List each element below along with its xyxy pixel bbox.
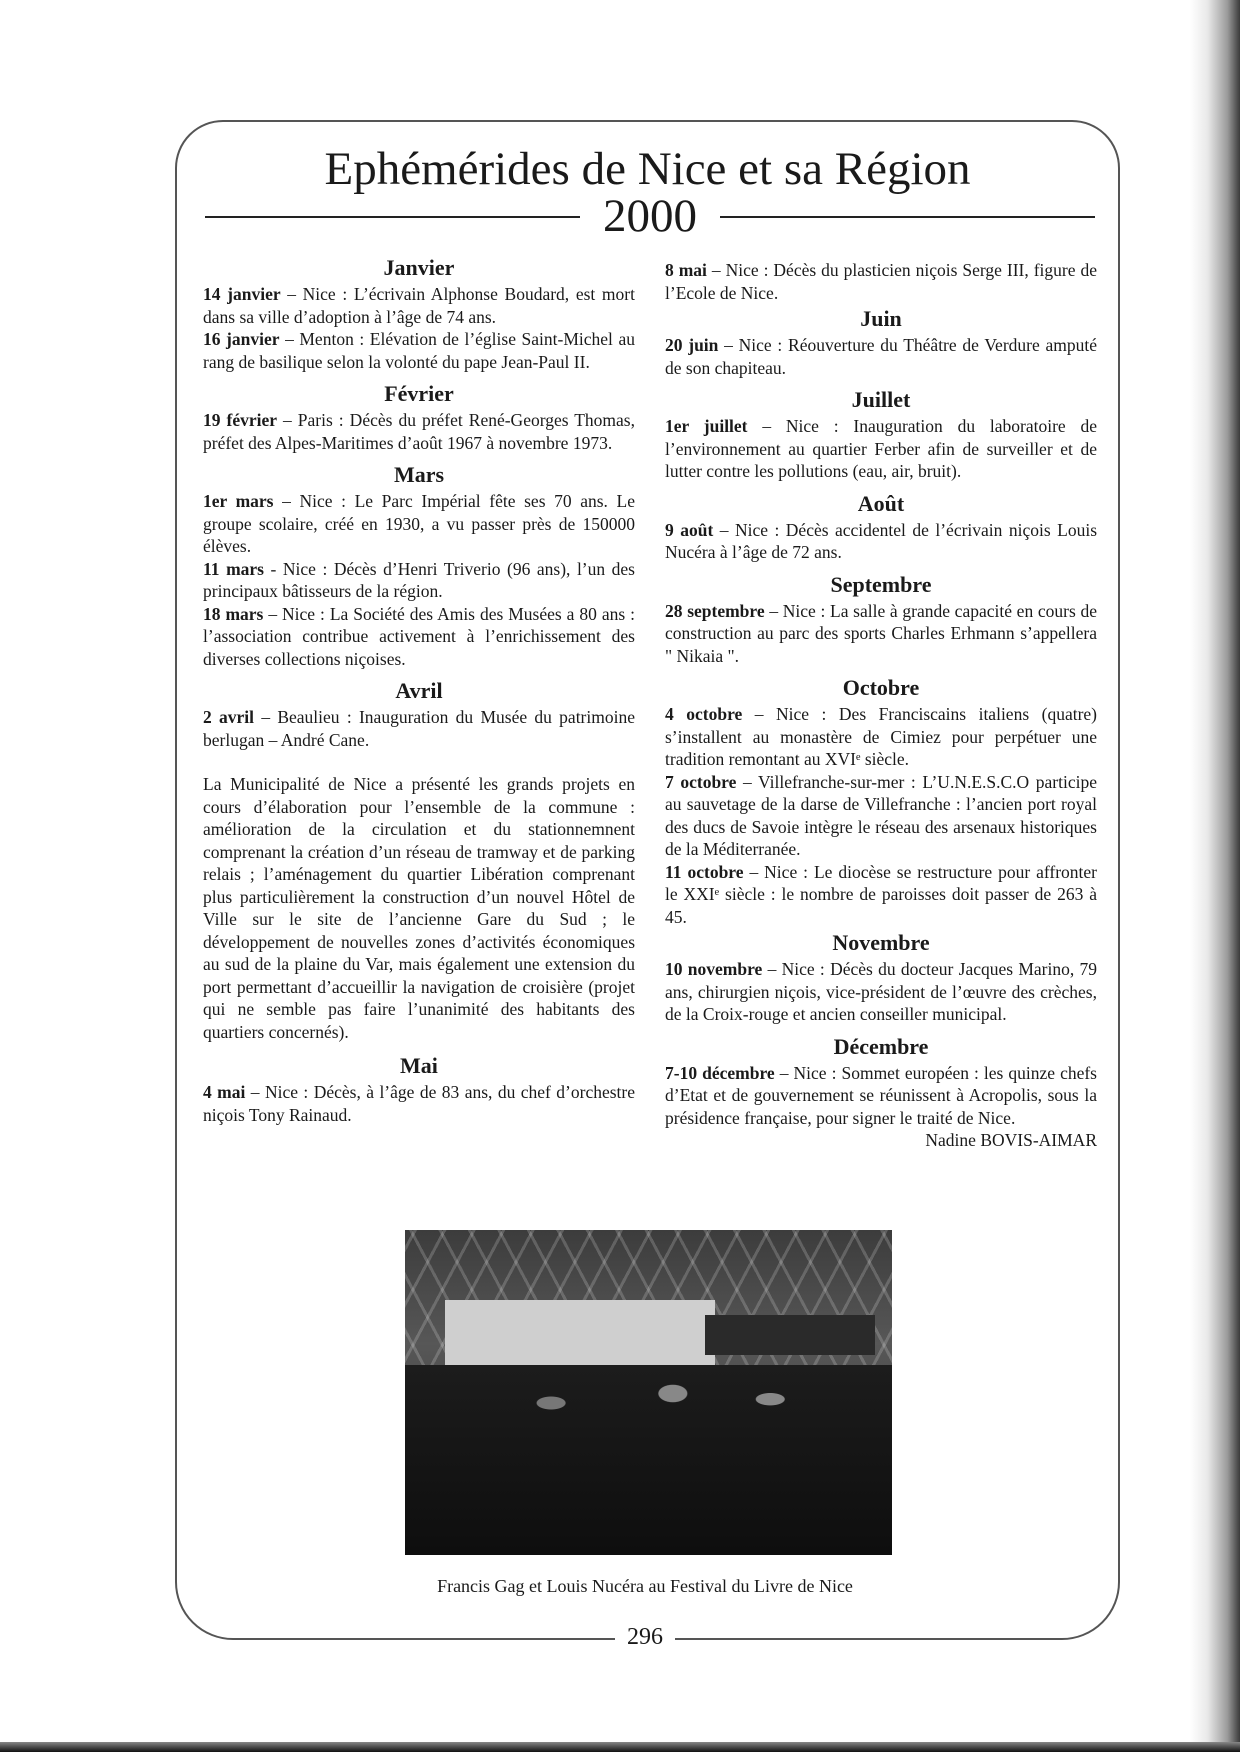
entry-text: – Nice : Décès du plasticien niçois Serge III, figure de l’Ecole de Nice. bbox=[665, 260, 1097, 303]
month-heading: Avril bbox=[395, 678, 443, 703]
entry-text: – Nice : Décès, à l’âge de 83 ans, du chef d’orchestre niçois Tony Rainaud. bbox=[203, 1082, 635, 1125]
entry-text: – Beaulieu : Inauguration du Musée du patrimoine berlugan – André Cane. bbox=[203, 707, 635, 750]
month-heading: Juin bbox=[860, 306, 902, 331]
chronicle-entry bbox=[665, 771, 1097, 861]
month-heading: Septembre bbox=[830, 571, 932, 597]
entry-text: – Nice : Réouverture du Théâtre de Verdure amputé de son chapiteau. bbox=[665, 335, 1097, 378]
month-heading: Mai bbox=[400, 1053, 438, 1078]
entry-text: - Nice : Décès d’Henri Triverio (96 ans), l’un des principaux bâtisseurs de la région. bbox=[203, 558, 635, 601]
entry-text: – Menton : Elévation de l’église Saint-Michel au rang de basilique selon la volonté du pape Jean-Paul II. bbox=[203, 329, 635, 372]
entry-text: – Villefranche-sur-mer : L’U.N.E.S.C.O participe au sauvetage de la darse de Villefranche : l’ancien port royal des ducs de Savoie intègre le réseau des arsenaux historiques de la Méditerranée. bbox=[665, 771, 1098, 859]
entry-text: – Nice : La salle à grande capacité en cours de construction au parc des sports Charles Erhmann s’appellera " Nikaia ". bbox=[665, 600, 1097, 666]
entry-text: – Nice : Des Franciscains italiens (quatre) s’installent au monastère de Cimiez pour perpétuer une tradition remontant au XVIᵉ siècle. bbox=[665, 704, 1098, 769]
entry-text: – Nice : L’écrivain Alphonse Boudard, est mort dans sa ville d’adoption à l’âge de 74 ans. bbox=[203, 284, 635, 327]
chronicle-entry bbox=[665, 519, 1097, 564]
entry-text: – Nice : Le diocèse se restructure pour affronter le XXIᵉ siècle : le nombre de paroisses doit passer de 263 à 45. bbox=[665, 861, 1097, 927]
chronicle-entry bbox=[203, 603, 635, 671]
entry-text: – Nice : La Société des Amis des Musées a 80 ans : l’association contribue activement à l’enrichissement des diverses collections niçoises. bbox=[203, 603, 635, 669]
month-heading: Février bbox=[384, 381, 454, 406]
title-rule-left bbox=[205, 216, 580, 218]
title-rule-right bbox=[720, 216, 1095, 218]
entry-date: 7-10 décembre bbox=[665, 1062, 775, 1083]
chronicle-entry bbox=[203, 283, 635, 328]
photo-people-group bbox=[405, 1365, 892, 1555]
month-heading: Octobre bbox=[842, 675, 920, 700]
chronicle-entry bbox=[665, 600, 1097, 668]
author-signature: Nadine BOVIS-AIMAR bbox=[925, 1130, 1097, 1150]
page-number: 296 bbox=[627, 1624, 663, 1650]
chronicle-entry bbox=[203, 409, 635, 454]
entry-text: – Nice : Décès du docteur Jacques Marino, 79 ans, chirurgien niçois, vice-président de l’œuvre des crèches, de la Croix-rouge et ancien conseiller municipal. bbox=[665, 959, 1098, 1024]
month-heading: Août bbox=[857, 490, 905, 516]
entry-text: – Nice : Décès accidentel de l’écrivain niçois Louis Nucéra à l’âge de 72 ans. bbox=[665, 519, 1098, 562]
month-heading: Novembre bbox=[832, 930, 930, 955]
entry-date: 14 janvier bbox=[203, 284, 281, 304]
chronicle-entry bbox=[665, 334, 1097, 379]
chronicle-entry bbox=[665, 703, 1097, 771]
chronicle-entry bbox=[203, 558, 635, 603]
entry-date: 20 juin bbox=[665, 335, 719, 355]
right-column bbox=[665, 259, 1097, 1152]
entry-date: 11 octobre bbox=[665, 861, 744, 882]
entry-date: 2 avril bbox=[203, 707, 255, 727]
chronicle-entry bbox=[665, 958, 1097, 1026]
chronicle-entry bbox=[203, 328, 635, 373]
page-bottom-edge bbox=[0, 1742, 1240, 1752]
entry-date: 16 janvier bbox=[203, 329, 280, 349]
page-title: Ephémérides de Nice et sa Région bbox=[324, 143, 971, 195]
left-column bbox=[203, 253, 635, 1126]
entry-date: 11 mars bbox=[203, 558, 264, 579]
entry-date: 19 février bbox=[203, 410, 278, 430]
month-heading: Juillet bbox=[851, 387, 911, 412]
entry-date: 8 mai bbox=[665, 260, 707, 280]
entry-date: 1er juillet bbox=[665, 416, 748, 436]
entry-text: – Paris : Décès du préfet René-Georges Thomas, préfet des Alpes-Maritimes d’août 1967 à novembre 1973. bbox=[203, 410, 635, 453]
photo-caption: Francis Gag et Louis Nucéra au Festival du Livre de Nice bbox=[437, 1576, 853, 1596]
entry-date: 1er mars bbox=[203, 491, 274, 511]
chronicle-entry bbox=[665, 415, 1097, 483]
month-heading: Janvier bbox=[383, 255, 455, 280]
entry-date: 4 mai bbox=[203, 1082, 246, 1102]
page-binding-shadow bbox=[1190, 0, 1240, 1752]
page-year: 2000 bbox=[603, 190, 697, 242]
festival-photo bbox=[405, 1230, 892, 1555]
photo-banner bbox=[705, 1315, 875, 1355]
entry-date: 10 novembre bbox=[665, 959, 763, 979]
chronicle-entry bbox=[203, 490, 635, 558]
entry-date: 7 octobre bbox=[665, 771, 737, 792]
month-heading: Décembre bbox=[833, 1033, 929, 1059]
entry-text: – Nice : Inauguration du laboratoire de l’environnement au quartier Ferber afin de surveiller et de lutter contre les pollutions (eau, air, bruit). bbox=[665, 416, 1097, 481]
entry-text: – Nice : Le Parc Impérial fête ses 70 ans. Le groupe scolaire, créé en 1930, a vu passer près de 150000 élèves. bbox=[203, 491, 636, 556]
chronicle-entry bbox=[665, 259, 1097, 304]
chronicle-entry bbox=[665, 1062, 1097, 1130]
chronicle-entry bbox=[203, 706, 635, 751]
entry-date: 28 septembre bbox=[665, 600, 765, 621]
chronicle-entry bbox=[665, 861, 1097, 929]
entry-text: – Nice : Sommet européen : les quinze chefs d’Etat et de gouvernement se réunissent à Acropolis, sous la présidence française, pour signer le traité de Nice. bbox=[665, 1062, 1097, 1128]
chronicle-entry bbox=[203, 1081, 635, 1126]
month-heading: Mars bbox=[393, 462, 445, 487]
entry-date: 18 mars bbox=[203, 603, 264, 624]
entry-date: 9 août bbox=[665, 519, 714, 540]
entry-date: 4 octobre bbox=[665, 704, 743, 724]
municipal-projects-paragraph: La Municipalité de Nice a présenté les grands projets en cours d’élaboration pour l’ensemble de la commune : amélioration de la circulation et du stationnemnent comprenant la création d’un réseau de tramway et de parking relais ; l’aménagement du quartier Libération comprenant plus particulièrement la construction d’un nouvel Hôtel de Ville sur le site de l’ancienne Gare du Sud ; le développement de nouvelles zones d’activités économiques au sud de la plaine du Var, mais également une extension du port permettant d’accueillir la navigation de croisière (projet qui ne semble pas faire l’unanimité des habitants des quartiers concernés). bbox=[203, 774, 635, 1042]
